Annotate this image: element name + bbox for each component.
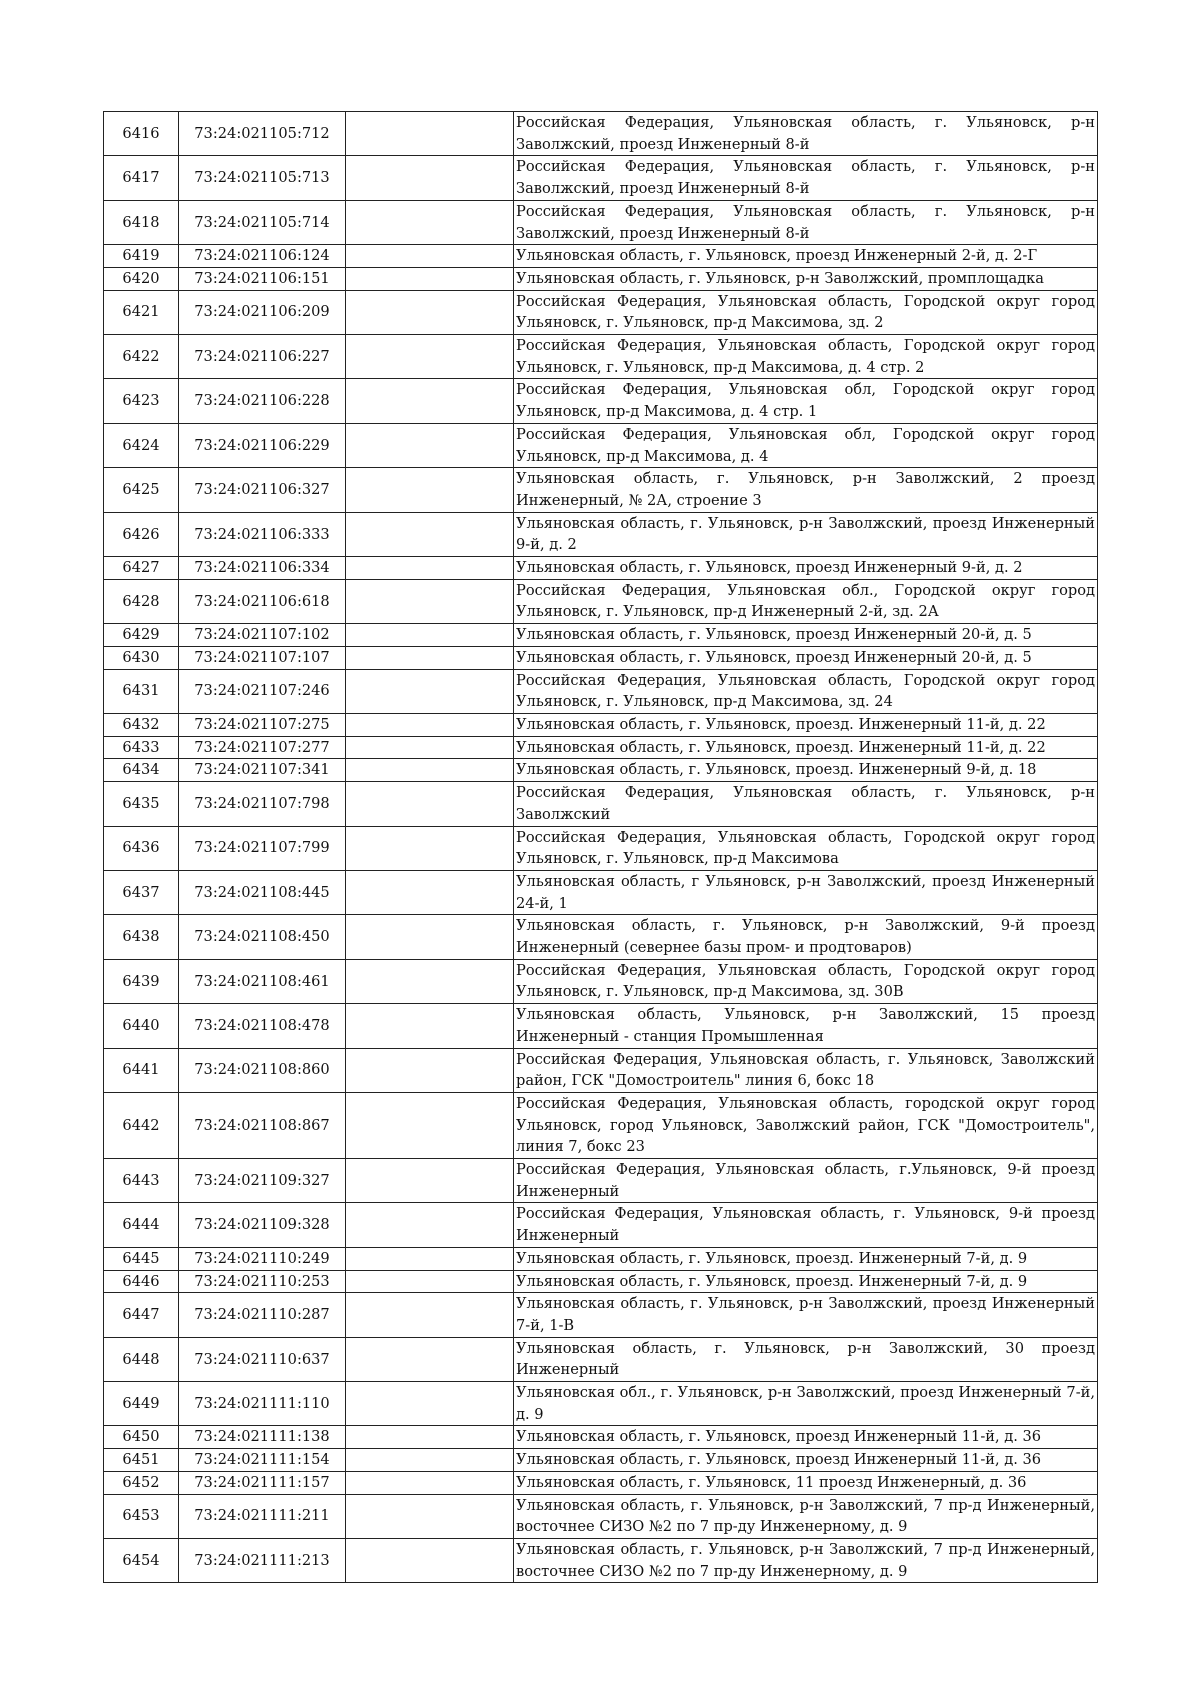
cadastral-number: 73:24:021107:341 — [179, 759, 346, 782]
empty-cell — [346, 468, 514, 512]
cadastral-table — [103, 111, 1098, 1583]
empty-cell — [346, 1382, 514, 1426]
address-cell: Российская Федерация, Ульяновская область, г. Ульяновск, р-н Заволжский, проезд Инженерный 8-й — [514, 156, 1098, 200]
row-number: 6435 — [104, 782, 179, 826]
row-number: 6446 — [104, 1270, 179, 1293]
cadastral-number: 73:24:021106:209 — [179, 290, 346, 334]
address-cell: Ульяновская область, г. Ульяновск, проезд. Инженерный 11-й, д. 22 — [514, 713, 1098, 736]
table-row — [104, 736, 1098, 759]
cadastral-number: 73:24:021108:860 — [179, 1048, 346, 1092]
row-number: 6441 — [104, 1048, 179, 1092]
row-number: 6453 — [104, 1494, 179, 1538]
row-number: 6432 — [104, 713, 179, 736]
row-number: 6440 — [104, 1004, 179, 1048]
row-number: 6449 — [104, 1382, 179, 1426]
empty-cell — [346, 1004, 514, 1048]
cadastral-number: 73:24:021106:227 — [179, 335, 346, 379]
cadastral-number: 73:24:021106:228 — [179, 379, 346, 423]
cadastral-number: 73:24:021111:211 — [179, 1494, 346, 1538]
empty-cell — [346, 245, 514, 268]
table-row — [104, 335, 1098, 379]
empty-cell — [346, 1471, 514, 1494]
cadastral-number: 73:24:021106:327 — [179, 468, 346, 512]
table-row — [104, 512, 1098, 556]
row-number: 6430 — [104, 646, 179, 669]
empty-cell — [346, 156, 514, 200]
empty-cell — [346, 512, 514, 556]
cadastral-number: 73:24:021107:246 — [179, 669, 346, 713]
address-cell: Российская Федерация, Ульяновская область, г. Ульяновск, 9-й проезд Инженерный — [514, 1203, 1098, 1247]
row-number: 6433 — [104, 736, 179, 759]
row-number: 6420 — [104, 267, 179, 290]
address-cell: Ульяновская область, г. Ульяновск, р-н Заволжский, проезд Инженерный 9-й, д. 2 — [514, 512, 1098, 556]
cadastral-number: 73:24:021108:445 — [179, 870, 346, 914]
address-cell: Российская Федерация, Ульяновская обл, Городской округ город Ульяновск, пр-д Максимова, д. 4 стр. 1 — [514, 379, 1098, 423]
table-row — [104, 156, 1098, 200]
empty-cell — [346, 1494, 514, 1538]
address-cell: Российская Федерация, Ульяновская обл, Городской округ город Ульяновск, пр-д Максимова, д. 4 — [514, 423, 1098, 467]
table-row — [104, 112, 1098, 156]
address-cell: Ульяновская область, г. Ульяновск, р-н Заволжский, 2 проезд Инженерный, № 2А, строение 3 — [514, 468, 1098, 512]
table-row — [104, 1494, 1098, 1538]
empty-cell — [346, 267, 514, 290]
row-number: 6427 — [104, 557, 179, 580]
empty-cell — [346, 624, 514, 647]
cadastral-number: 73:24:021111:157 — [179, 1471, 346, 1494]
row-number: 6439 — [104, 959, 179, 1003]
table-row — [104, 669, 1098, 713]
empty-cell — [346, 557, 514, 580]
empty-cell — [346, 646, 514, 669]
table-row — [104, 1203, 1098, 1247]
address-cell: Ульяновская область, г. Ульяновск, проезд Инженерный 20-й, д. 5 — [514, 624, 1098, 647]
cadastral-number: 73:24:021106:151 — [179, 267, 346, 290]
cadastral-number: 73:24:021105:713 — [179, 156, 346, 200]
cadastral-number: 73:24:021110:287 — [179, 1293, 346, 1337]
address-cell: Ульяновская область, г. Ульяновск, проезд Инженерный 9-й, д. 2 — [514, 557, 1098, 580]
address-cell: Ульяновская обл., г. Ульяновск, р-н Заволжский, проезд Инженерный 7-й, д. 9 — [514, 1382, 1098, 1426]
empty-cell — [346, 335, 514, 379]
table-row — [104, 870, 1098, 914]
empty-cell — [346, 669, 514, 713]
row-number: 6437 — [104, 870, 179, 914]
table-row — [104, 379, 1098, 423]
address-cell: Российская Федерация, Ульяновская область, Городской округ город Ульяновск, г. Ульяновск, пр-д Максимова, зд. 30В — [514, 959, 1098, 1003]
empty-cell — [346, 915, 514, 959]
table-row — [104, 267, 1098, 290]
address-cell: Ульяновская область, Ульяновск, р-н Заволжский, 15 проезд Инженерный - станция Промышленная — [514, 1004, 1098, 1048]
empty-cell — [346, 736, 514, 759]
empty-cell — [346, 579, 514, 623]
row-number: 6426 — [104, 512, 179, 556]
address-cell: Ульяновская область, г. Ульяновск, р-н Заволжский, 9-й проезд Инженерный (севернее базы пром- и продтоваров) — [514, 915, 1098, 959]
empty-cell — [346, 290, 514, 334]
address-cell: Ульяновская область, г. Ульяновск, проезд. Инженерный 9-й, д. 18 — [514, 759, 1098, 782]
empty-cell — [346, 1203, 514, 1247]
address-cell: Российская Федерация, Ульяновская область, Городской округ город Ульяновск, г. Ульяновск, пр-д Максимова, зд. 24 — [514, 669, 1098, 713]
row-number: 6428 — [104, 579, 179, 623]
empty-cell — [346, 959, 514, 1003]
table-row — [104, 1159, 1098, 1203]
cadastral-number: 73:24:021106:333 — [179, 512, 346, 556]
table-row — [104, 759, 1098, 782]
address-cell: Ульяновская область, г. Ульяновск, р-н Заволжский, проезд Инженерный 7-й, 1-В — [514, 1293, 1098, 1337]
empty-cell — [346, 713, 514, 736]
row-number: 6417 — [104, 156, 179, 200]
empty-cell — [346, 1449, 514, 1472]
table-row — [104, 245, 1098, 268]
row-number: 6447 — [104, 1293, 179, 1337]
address-cell: Ульяновская область, г. Ульяновск, проезд. Инженерный 11-й, д. 22 — [514, 736, 1098, 759]
cadastral-number: 73:24:021106:124 — [179, 245, 346, 268]
table-row — [104, 1004, 1098, 1048]
row-number: 6445 — [104, 1247, 179, 1270]
address-cell: Ульяновская область, г. Ульяновск, р-н Заволжский, 7 пр-д Инженерный, восточнее СИЗО №2 по 7 пр-ду Инженерному, д. 9 — [514, 1494, 1098, 1538]
row-number: 6416 — [104, 112, 179, 156]
table-row — [104, 713, 1098, 736]
row-number: 6434 — [104, 759, 179, 782]
table-row — [104, 826, 1098, 870]
cadastral-number: 73:24:021108:450 — [179, 915, 346, 959]
cadastral-number: 73:24:021111:154 — [179, 1449, 346, 1472]
row-number: 6419 — [104, 245, 179, 268]
row-number: 6448 — [104, 1337, 179, 1381]
empty-cell — [346, 759, 514, 782]
table-row — [104, 1337, 1098, 1381]
cadastral-number: 73:24:021107:799 — [179, 826, 346, 870]
address-cell: Ульяновская область, г. Ульяновск, проезд Инженерный 20-й, д. 5 — [514, 646, 1098, 669]
table-row — [104, 782, 1098, 826]
table-row — [104, 423, 1098, 467]
row-number: 6450 — [104, 1426, 179, 1449]
row-number: 6424 — [104, 423, 179, 467]
row-number: 6421 — [104, 290, 179, 334]
address-cell: Ульяновская область, г. Ульяновск, р-н Заволжский, промплощадка — [514, 267, 1098, 290]
address-cell: Ульяновская область, г. Ульяновск, р-н Заволжский, 7 пр-д Инженерный, восточнее СИЗО №2 по 7 пр-ду Инженерному, д. 9 — [514, 1539, 1098, 1583]
row-number: 6418 — [104, 200, 179, 244]
cadastral-number: 73:24:021107:102 — [179, 624, 346, 647]
row-number: 6422 — [104, 335, 179, 379]
cadastral-number: 73:24:021109:328 — [179, 1203, 346, 1247]
table-row — [104, 1048, 1098, 1092]
address-cell: Российская Федерация, Ульяновская область, г. Ульяновск, Заволжский район, ГСК "Домостроитель" линия 6, бокс 18 — [514, 1048, 1098, 1092]
cadastral-number: 73:24:021106:618 — [179, 579, 346, 623]
table-row — [104, 915, 1098, 959]
cadastral-number: 73:24:021108:867 — [179, 1092, 346, 1158]
cadastral-number: 73:24:021110:253 — [179, 1270, 346, 1293]
empty-cell — [346, 826, 514, 870]
table-row — [104, 468, 1098, 512]
cadastral-number: 73:24:021111:138 — [179, 1426, 346, 1449]
table-row — [104, 959, 1098, 1003]
cadastral-number: 73:24:021107:798 — [179, 782, 346, 826]
empty-cell — [346, 1426, 514, 1449]
table-row — [104, 646, 1098, 669]
empty-cell — [346, 112, 514, 156]
table-body — [104, 112, 1098, 1583]
empty-cell — [346, 1539, 514, 1583]
row-number: 6438 — [104, 915, 179, 959]
cadastral-number: 73:24:021107:275 — [179, 713, 346, 736]
address-cell: Ульяновская область, г. Ульяновск, проезд. Инженерный 7-й, д. 9 — [514, 1270, 1098, 1293]
table-row — [104, 1382, 1098, 1426]
address-cell: Российская Федерация, Ульяновская область, г.Ульяновск, 9-й проезд Инженерный — [514, 1159, 1098, 1203]
table-row — [104, 1293, 1098, 1337]
row-number: 6444 — [104, 1203, 179, 1247]
cadastral-number: 73:24:021105:712 — [179, 112, 346, 156]
address-cell: Российская Федерация, Ульяновская область, г. Ульяновск, р-н Заволжский, проезд Инженерный 8-й — [514, 200, 1098, 244]
table-row — [104, 624, 1098, 647]
cadastral-number: 73:24:021108:478 — [179, 1004, 346, 1048]
address-cell: Российская Федерация, Ульяновская область, г. Ульяновск, р-н Заволжский, проезд Инженерный 8-й — [514, 112, 1098, 156]
table-row — [104, 290, 1098, 334]
empty-cell — [346, 782, 514, 826]
table-row — [104, 579, 1098, 623]
empty-cell — [346, 423, 514, 467]
empty-cell — [346, 1293, 514, 1337]
address-cell: Ульяновская область, г. Ульяновск, проезд Инженерный 11-й, д. 36 — [514, 1449, 1098, 1472]
empty-cell — [346, 870, 514, 914]
table-row — [104, 1471, 1098, 1494]
address-cell: Российская Федерация, Ульяновская область, Городской округ город Ульяновск, г. Ульяновск, пр-д Максимова — [514, 826, 1098, 870]
cadastral-number: 73:24:021106:229 — [179, 423, 346, 467]
address-cell: Ульяновская область, г. Ульяновск, проезд Инженерный 2-й, д. 2-Г — [514, 245, 1098, 268]
cadastral-number: 73:24:021109:327 — [179, 1159, 346, 1203]
address-cell: Российская Федерация, Ульяновская область, городской округ город Ульяновск, город Ульяновск, Заволжский район, ГСК "Домостроитель", линия 7, бокс 23 — [514, 1092, 1098, 1158]
address-cell: Российская Федерация, Ульяновская область, г. Ульяновск, р-н Заволжский — [514, 782, 1098, 826]
table-row — [104, 1270, 1098, 1293]
address-cell: Ульяновская область, г. Ульяновск, р-н Заволжский, 30 проезд Инженерный — [514, 1337, 1098, 1381]
empty-cell — [346, 1048, 514, 1092]
empty-cell — [346, 1337, 514, 1381]
empty-cell — [346, 200, 514, 244]
cadastral-number: 73:24:021110:637 — [179, 1337, 346, 1381]
address-cell: Российская Федерация, Ульяновская область, Городской округ город Ульяновск, г. Ульяновск, пр-д Максимова, зд. 2 — [514, 290, 1098, 334]
row-number: 6443 — [104, 1159, 179, 1203]
address-cell: Российская Федерация, Ульяновская область, Городской округ город Ульяновск, г. Ульяновск, пр-д Максимова, д. 4 стр. 2 — [514, 335, 1098, 379]
table-row — [104, 1426, 1098, 1449]
row-number: 6429 — [104, 624, 179, 647]
table-row — [104, 1247, 1098, 1270]
address-cell: Ульяновская область, г Ульяновск, р-н Заволжский, проезд Инженерный 24-й, 1 — [514, 870, 1098, 914]
cadastral-number: 73:24:021111:213 — [179, 1539, 346, 1583]
address-cell: Ульяновская область, г. Ульяновск, проезд Инженерный 11-й, д. 36 — [514, 1426, 1098, 1449]
table-row — [104, 1449, 1098, 1472]
table-row — [104, 557, 1098, 580]
row-number: 6454 — [104, 1539, 179, 1583]
cadastral-number: 73:24:021107:277 — [179, 736, 346, 759]
address-cell: Ульяновская область, г. Ульяновск, проезд. Инженерный 7-й, д. 9 — [514, 1247, 1098, 1270]
empty-cell — [346, 1247, 514, 1270]
cadastral-number: 73:24:021108:461 — [179, 959, 346, 1003]
cadastral-number: 73:24:021110:249 — [179, 1247, 346, 1270]
row-number: 6451 — [104, 1449, 179, 1472]
table-row — [104, 1092, 1098, 1158]
row-number: 6436 — [104, 826, 179, 870]
row-number: 6423 — [104, 379, 179, 423]
row-number: 6452 — [104, 1471, 179, 1494]
empty-cell — [346, 1092, 514, 1158]
table-row — [104, 200, 1098, 244]
cadastral-number: 73:24:021106:334 — [179, 557, 346, 580]
cadastral-number: 73:24:021105:714 — [179, 200, 346, 244]
address-cell: Ульяновская область, г. Ульяновск, 11 проезд Инженерный, д. 36 — [514, 1471, 1098, 1494]
row-number: 6425 — [104, 468, 179, 512]
address-cell: Российская Федерация, Ульяновская обл., Городской округ город Ульяновск, г. Ульяновск, пр-д Инженерный 2-й, зд. 2А — [514, 579, 1098, 623]
empty-cell — [346, 379, 514, 423]
cadastral-number: 73:24:021111:110 — [179, 1382, 346, 1426]
row-number: 6431 — [104, 669, 179, 713]
cadastral-number: 73:24:021107:107 — [179, 646, 346, 669]
empty-cell — [346, 1270, 514, 1293]
row-number: 6442 — [104, 1092, 179, 1158]
empty-cell — [346, 1159, 514, 1203]
table-row — [104, 1539, 1098, 1583]
